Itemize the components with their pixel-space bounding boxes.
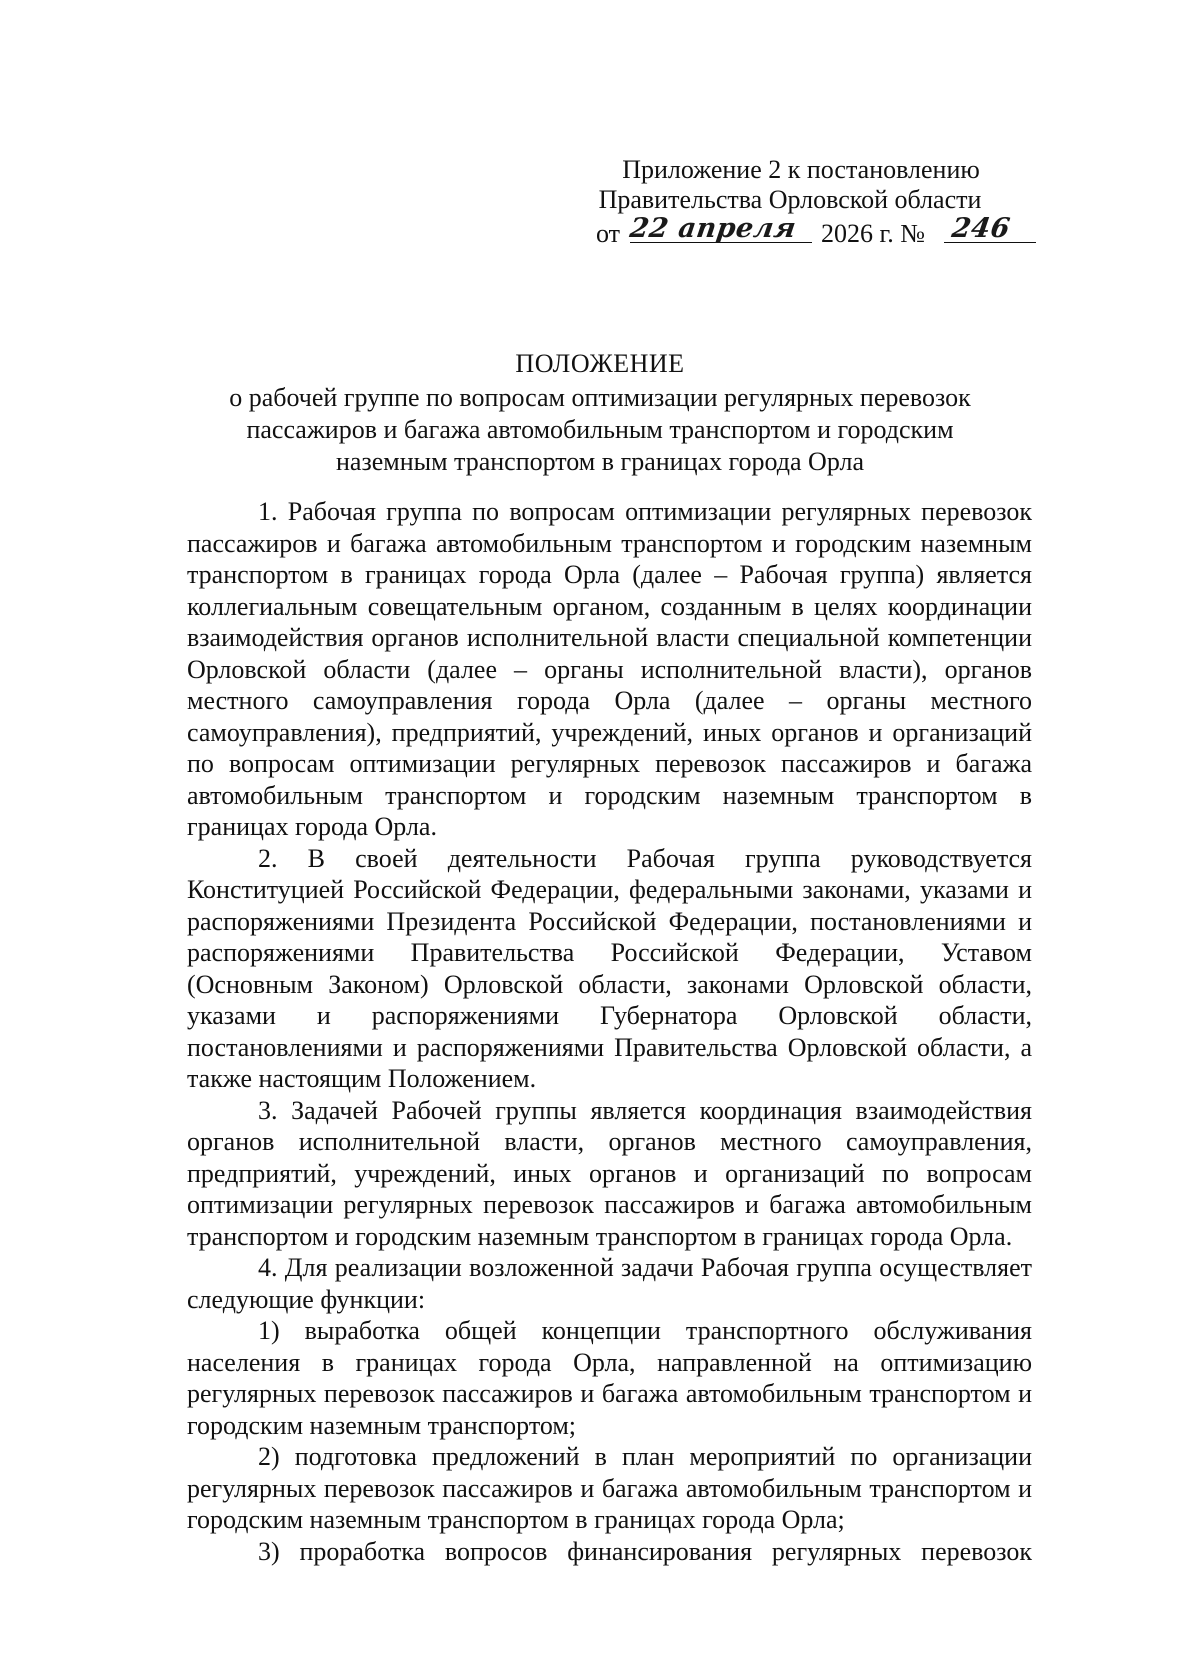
function-item-2: 2) подготовка предложений в план мероприятий по организации регулярных перевозок пассажиров и багажа автомобильным транспортом и городским наземным транспортом в границах города Орла;: [187, 1442, 1032, 1534]
document-title: [0, 348, 1200, 478]
paragraph-1: 1. Рабочая группа по вопросам оптимизации регулярных перевозок пассажиров и багажа автомобильным транспортом и городским наземным транспортом в границах города Орла (далее – Рабочая группа) является коллегиальным совещательным органом, созданным в целях координации взаимодействия органов исполнительной власти специальной компетенции Орловской области (далее – органы исполнительной власти), органов местного самоуправления города Орла (далее – органы местного самоуправления), предприятий, учреждений, иных органов и организаций по вопросам оптимизации регулярных перевозок пассажиров и багажа автомобильным транспортом и городским наземным транспортом в границах города Орла.: [187, 497, 1032, 841]
handwritten-date: 22 апреля: [627, 213, 799, 244]
approval-header: [560, 155, 1020, 251]
function-item-1: 1) выработка общей концепции транспортного обслуживания населения в границах города Орла, направленной на оптимизацию регулярных перевозок пассажиров и багажа автомобильным транспортом и городским наземным транспортом;: [187, 1316, 1032, 1440]
paragraph-4: 4. Для реализации возложенной задачи Рабочая группа осуществляет следующие функции:: [187, 1253, 1032, 1314]
document-body: [187, 496, 1032, 1567]
title-subtitle-line: о рабочей группе по вопросам оптимизации регулярных перевозок: [229, 383, 971, 412]
title-heading: ПОЛОЖЕНИЕ: [515, 349, 685, 378]
title-subtitle-line: наземным транспортом в границах города Орла: [335, 447, 865, 476]
handwritten-number: 246: [949, 213, 1013, 244]
year-and-number-label: 2026 г. №: [821, 219, 926, 248]
header-appendix-line: Приложение 2 к постановлению: [622, 155, 980, 184]
title-subtitle-line: пассажиров и багажа автомобильным транспортом и городским: [246, 415, 954, 444]
function-item-3: 3) проработка вопросов финансирования регулярных перевозок: [258, 1536, 1032, 1566]
paragraph-2: 2. В своей деятельности Рабочая группа руководствуется Конституцией Российской Федерации, федеральными законами, указами и распоряжениями Президента Российской Федерации, постановлениями и распоряжениями Правительства Российской Федерации, Уставом (Основным Законом) Орловской области, законами Орловской области, указами и распоряжениями Губернатора Орловской области, постановлениями и распоряжениями Правительства Орловской области, а также настоящим Положением.: [187, 843, 1032, 1093]
header-date-row: [560, 213, 1020, 251]
date-prefix: от: [596, 219, 621, 248]
header-government-line: Правительства Орловской области: [598, 185, 982, 214]
paragraph-3: 3. Задачей Рабочей группы является координация взаимодействия органов исполнительной власти, органов местного самоуправления, предприятий, учреждений, иных органов и организаций по вопросам оптимизации регулярных перевозок пассажиров и багажа автомобильным транспортом и городским наземным транспортом в границах города Орла.: [187, 1095, 1032, 1251]
